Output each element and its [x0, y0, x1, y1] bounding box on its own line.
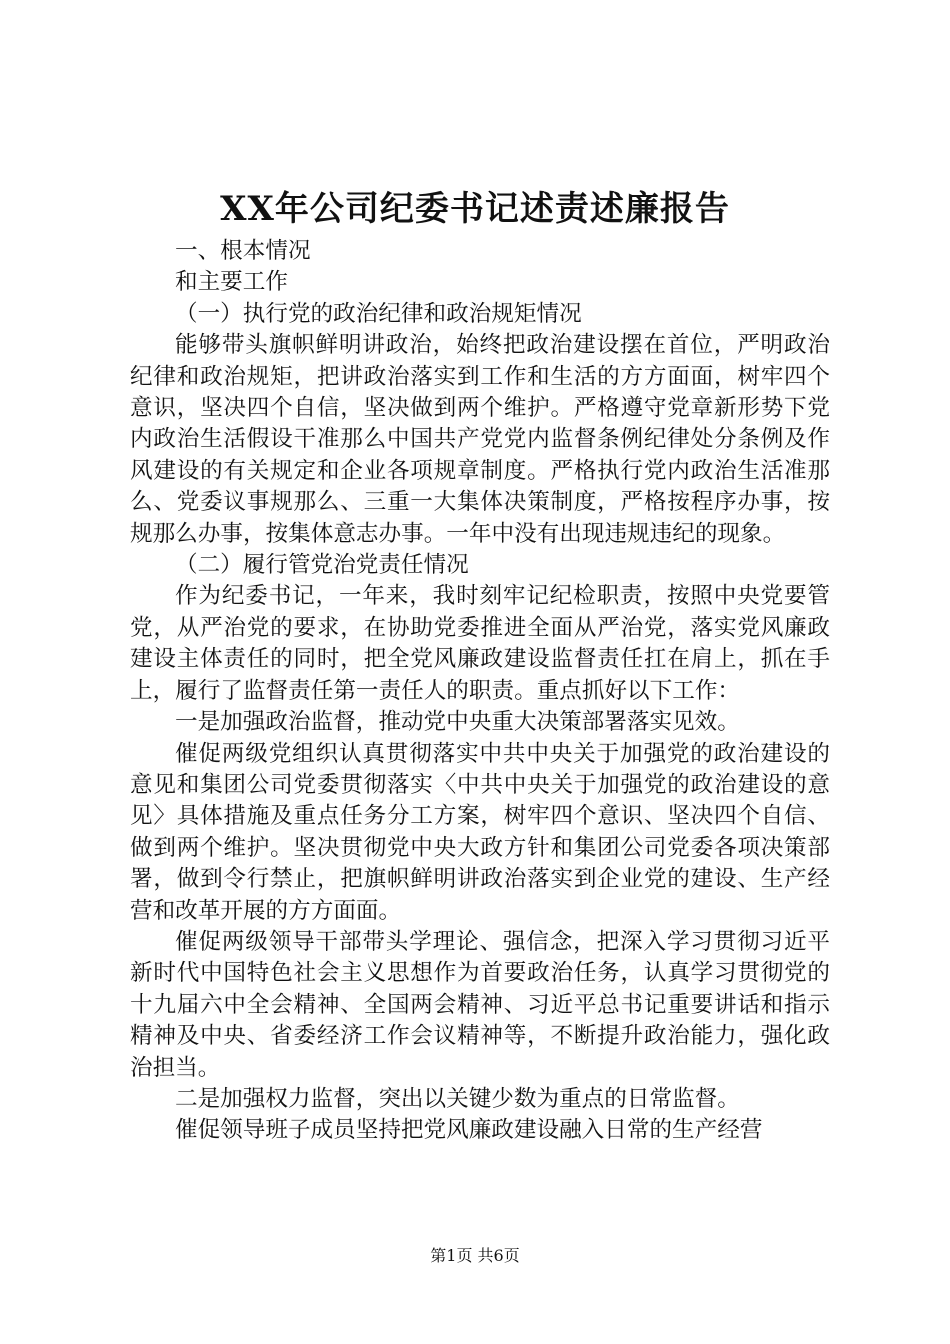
page-number: 第1页 共6页	[430, 1246, 520, 1265]
paragraph-theory-study: 催促两级领导干部带头学理论、强信念，把深入学习贯彻习近平新时代中国特色社会主义思想作为首要政治任务，认真学习贯彻党的十九届六中全会精神、全国两会精神、习近平总书记重要讲话和指示精神及中央、省委经济工作会议精神等，不断提升政治能力，强化政治担当。	[130, 928, 830, 1081]
paragraph-political-discipline: 能够带头旗帜鲜明讲政治，始终把政治建设摆在首位，严明政治纪律和政治规矩，把讲政治落实到工作和生活的方方面面，树牢四个意识，坚决四个自信，坚决做到两个维护。严格遵守党章新形势下党内政治生活假设干准那么中国共产党党内监督条例纪律处分条例及作风建设的有关规定和企业各项规章制度。严格执行党内政治生活准那么、党委议事规那么、三重一大集体决策制度，严格按程序办事，按规那么办事，按集体意志办事。一年中没有出现违规违纪的现象。	[130, 332, 830, 547]
point-heading-1: 一是加强政治监督，推动党中央重大决策部署落实见效。	[175, 709, 740, 736]
section-heading-work: 和主要工作	[175, 269, 288, 296]
paragraph-responsibility: 作为纪委书记，一年来，我时刻牢记纪检职责，按照中央党要管党，从严治党的要求，在协助党委推进全面从严治党，落实党风廉政建设主体责任的同时，把全党风廉政建设监督责任扛在肩上，抓在手上，履行了监督责任第一责任人的职责。重点抓好以下工作：	[130, 583, 830, 704]
paragraph-political-supervision: 催促两级党组织认真贯彻落实中共中央关于加强党的政治建设的意见和集团公司党委贯彻落实〈中共中央关于加强党的政治建设的意见〉具体措施及重点任务分工方案，树牢四个意识、坚决四个自信、做到两个维护。坚决贯彻党中央大政方针和集团公司党委各项决策部署，做到令行禁止，把旗帜鲜明讲政治落实到企业党的建设、生产经营和改革开展的方方面面。	[130, 740, 830, 924]
document-body	[130, 236, 830, 1147]
point-heading-2: 二是加强权力监督，突出以关键少数为重点的日常监督。	[175, 1085, 740, 1112]
section-heading-basic: 一、根本情况	[175, 238, 311, 264]
subsection-heading-1: （一）执行党的政治纪律和政治规矩情况	[175, 300, 582, 327]
paragraph-leadership-supervision: 催促领导班子成员坚持把党风廉政建设融入日常的生产经营	[175, 1117, 763, 1144]
subsection-heading-2: （二）履行管党治党责任情况	[175, 552, 469, 579]
document-title: XX年公司纪委书记述责述廉报告	[220, 189, 730, 229]
